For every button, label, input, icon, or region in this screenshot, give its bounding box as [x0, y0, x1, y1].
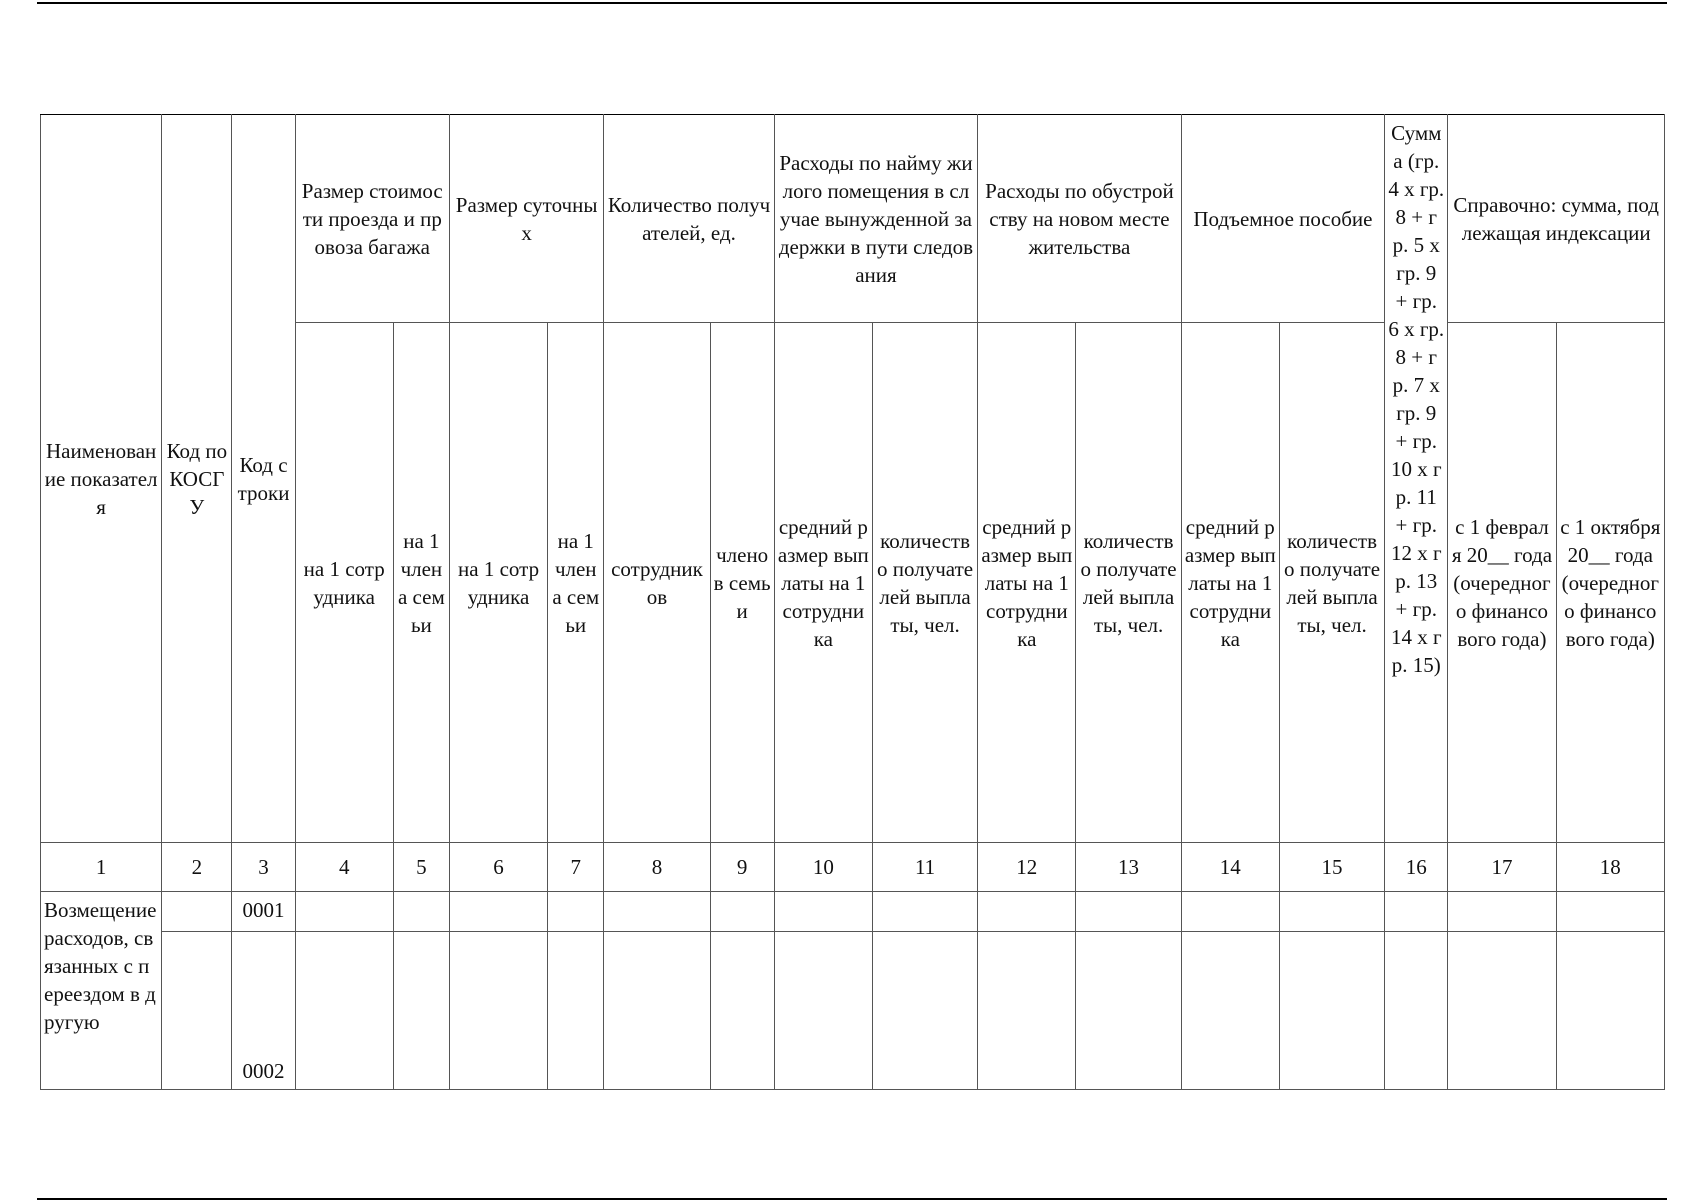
header-lift-allowance: Подъемное пособие [1181, 115, 1385, 323]
subheader-col15: количество получателей выплаты, чел. [1279, 323, 1384, 843]
table-cell[interactable] [295, 932, 393, 1090]
table-cell[interactable] [162, 892, 232, 932]
header-travel-cost: Размер стоимости проезда и провоза багажа [295, 115, 449, 323]
table-cell[interactable] [393, 892, 449, 932]
subheader-col5: на 1 члена семьи [393, 323, 449, 843]
table-cell[interactable] [1448, 932, 1556, 1090]
header-row-code: Код строки [232, 115, 295, 843]
column-number: 7 [548, 843, 604, 892]
subheader-col12: средний размер выплаты на 1 сотрудника [978, 323, 1076, 843]
column-number: 5 [393, 843, 449, 892]
header-housing-expenses: Расходы по найму жилого помещения в случае вынужденной задержки в пути следования [774, 115, 977, 323]
table-cell[interactable] [604, 892, 710, 932]
table-cell[interactable] [1556, 932, 1664, 1090]
row-code-cell: 0002 [232, 932, 295, 1090]
table-cell[interactable] [548, 892, 604, 932]
header-daily-allowance: Размер суточных [449, 115, 603, 323]
table-cell[interactable] [449, 892, 547, 932]
table-cell[interactable] [1385, 932, 1448, 1090]
column-number: 10 [774, 843, 872, 892]
column-number: 17 [1448, 843, 1556, 892]
table-cell[interactable] [872, 932, 977, 1090]
subheader-col8: сотрудников [604, 323, 710, 843]
table-cell[interactable] [295, 892, 393, 932]
relocation-expenses-table [40, 114, 1665, 1090]
column-numbers-row [41, 843, 1665, 892]
header-recipients-count: Количество получателей, ед. [604, 115, 774, 323]
table-cell[interactable] [710, 932, 774, 1090]
column-number: 4 [295, 843, 393, 892]
header-indicator-name: Наименование показателя [41, 115, 162, 843]
header-row-1 [41, 115, 1665, 323]
row-name-cell: Возмещение расходов, связанных с переездом в другую [41, 892, 162, 1090]
subheader-col14: средний размер выплаты на 1 сотрудника [1181, 323, 1279, 843]
table-cell[interactable] [978, 892, 1076, 932]
column-number: 2 [162, 843, 232, 892]
column-number: 13 [1076, 843, 1181, 892]
table-cell[interactable] [449, 932, 547, 1090]
row-code-cell: 0001 [232, 892, 295, 932]
table-cell[interactable] [872, 892, 977, 932]
table-cell[interactable] [978, 932, 1076, 1090]
subheader-col17: с 1 февраля 20__ года (очередного финансового года) [1448, 323, 1556, 843]
table-cell[interactable] [1279, 932, 1384, 1090]
column-number: 1 [41, 843, 162, 892]
table-cell[interactable] [1556, 892, 1664, 932]
column-number: 11 [872, 843, 977, 892]
table-cell[interactable] [548, 932, 604, 1090]
subheader-col4: на 1 сотрудника [295, 323, 393, 843]
column-number: 18 [1556, 843, 1664, 892]
table-cell[interactable] [1448, 892, 1556, 932]
table-cell[interactable] [1385, 892, 1448, 932]
table-row [41, 892, 1665, 932]
header-setup-expenses: Расходы по обустройству на новом месте жительства [978, 115, 1182, 323]
table-cell[interactable] [393, 932, 449, 1090]
column-number: 9 [710, 843, 774, 892]
subheader-col11: количество получателей выплаты, чел. [872, 323, 977, 843]
table-cell[interactable] [1076, 892, 1181, 932]
header-sum-formula: Сумма (гр. 4 х гр. 8 + гр. 5 х гр. 9 + гр. 6 х гр. 8 + гр. 7 х гр. 9 + гр. 10 х гр. 11 + гр. 12 х гр. 13 + гр. 14 х гр. 15) [1385, 115, 1448, 843]
table-cell[interactable] [774, 932, 872, 1090]
subheader-col10: средний размер выплаты на 1 сотрудника [774, 323, 872, 843]
column-number: 16 [1385, 843, 1448, 892]
header-indexation-reference: Справочно: сумма, подлежащая индексации [1448, 115, 1665, 323]
top-rule [37, 2, 1667, 4]
subheader-col13: количество получателей выплаты, чел. [1076, 323, 1181, 843]
subheader-col7: на 1 члена семьи [548, 323, 604, 843]
column-number: 15 [1279, 843, 1384, 892]
column-number: 12 [978, 843, 1076, 892]
table-cell[interactable] [604, 932, 710, 1090]
subheader-col18: с 1 октября 20__ года (очередного финансового года) [1556, 323, 1664, 843]
table-cell[interactable] [710, 892, 774, 932]
table-cell[interactable] [1181, 932, 1279, 1090]
header-kosgu-code: Код по КОСГУ [162, 115, 232, 843]
subheader-col9: членов семьи [710, 323, 774, 843]
table-cell[interactable] [162, 932, 232, 1090]
table-cell[interactable] [1279, 892, 1384, 932]
subheader-col6: на 1 сотрудника [449, 323, 547, 843]
column-number: 8 [604, 843, 710, 892]
column-number: 6 [449, 843, 547, 892]
column-number: 3 [232, 843, 295, 892]
table-cell[interactable] [1076, 932, 1181, 1090]
table-cell[interactable] [1181, 892, 1279, 932]
table-cell[interactable] [774, 892, 872, 932]
column-number: 14 [1181, 843, 1279, 892]
table-row [41, 932, 1665, 1090]
